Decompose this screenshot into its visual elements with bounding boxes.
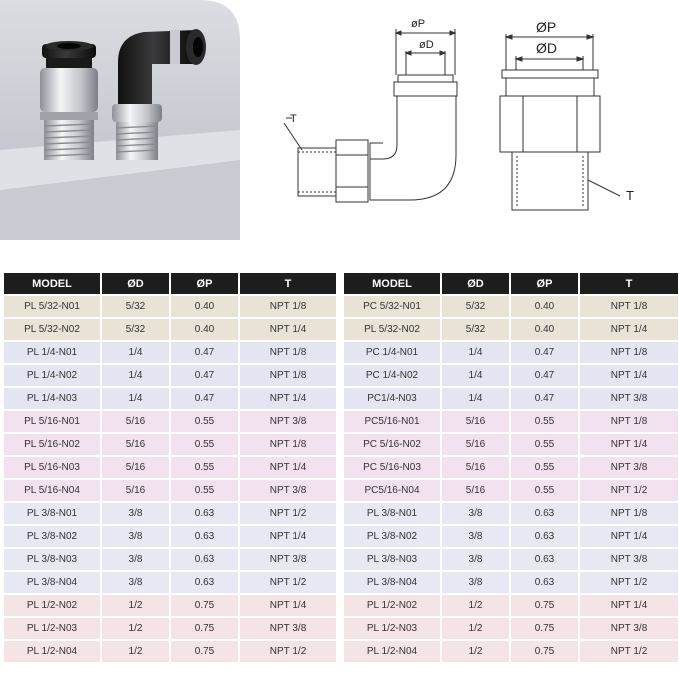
cell-t: NPT 3/8 — [580, 388, 678, 409]
cell-t: NPT 1/8 — [240, 434, 336, 455]
cell-model: PL 5/32-N02 — [344, 319, 440, 340]
cell-p: 0.63 — [171, 503, 238, 524]
cell-model: PC 1/4-N02 — [344, 365, 440, 386]
cell-t: NPT 1/4 — [240, 526, 336, 547]
spec-table-left — [2, 271, 338, 664]
spec-table-right — [342, 271, 679, 664]
cell-p: 0.63 — [511, 572, 578, 593]
table-row — [4, 595, 336, 616]
cell-p: 0.55 — [511, 480, 578, 501]
cell-d: 1/2 — [442, 595, 509, 616]
cell-d: 1/2 — [102, 595, 169, 616]
cell-t: NPT 1/8 — [240, 296, 336, 317]
cell-d: 1/4 — [102, 342, 169, 363]
product-photo — [0, 0, 240, 240]
table-row — [4, 411, 336, 432]
cell-d: 3/8 — [102, 503, 169, 524]
cell-p: 0.75 — [171, 595, 238, 616]
cell-p: 0.47 — [511, 342, 578, 363]
cell-model: PL 3/8-N02 — [4, 526, 100, 547]
straight-fitting-diagram — [490, 10, 650, 220]
cell-t: NPT 1/4 — [240, 388, 336, 409]
cell-t: NPT 1/2 — [580, 480, 678, 501]
cell-t: NPT 1/4 — [240, 319, 336, 340]
cell-p: 0.47 — [171, 342, 238, 363]
cell-p: 0.75 — [511, 595, 578, 616]
cell-p: 0.40 — [511, 319, 578, 340]
table-row — [4, 526, 336, 547]
cell-model: PL 3/8-N02 — [344, 526, 440, 547]
cell-p: 0.40 — [171, 319, 238, 340]
column-header-model: MODEL — [4, 273, 100, 294]
cell-t: NPT 1/4 — [580, 365, 678, 386]
table-header-row — [4, 273, 336, 294]
cell-p: 0.75 — [171, 641, 238, 662]
cell-t: NPT 3/8 — [240, 411, 336, 432]
cell-model: PL 1/2-N03 — [4, 618, 100, 639]
table-row — [344, 457, 678, 478]
cell-d: 3/8 — [442, 572, 509, 593]
cell-t: NPT 1/8 — [240, 365, 336, 386]
cell-model: PL 1/2-N02 — [344, 595, 440, 616]
cell-p: 0.47 — [511, 388, 578, 409]
column-header-d: ØD — [102, 273, 169, 294]
cell-t: NPT 1/2 — [240, 503, 336, 524]
column-header-p: ØP — [171, 273, 238, 294]
cell-t: NPT 1/2 — [240, 572, 336, 593]
cell-p: 0.55 — [171, 457, 238, 478]
cell-t: NPT 1/4 — [240, 595, 336, 616]
table-row — [4, 549, 336, 570]
cell-d: 5/32 — [442, 296, 509, 317]
cell-model: PL 5/16-N03 — [4, 457, 100, 478]
cell-d: 5/16 — [102, 434, 169, 455]
cell-t: NPT 1/8 — [240, 342, 336, 363]
column-header-d: ØD — [442, 273, 509, 294]
column-header-t: T — [580, 273, 678, 294]
cell-t: NPT 1/8 — [580, 342, 678, 363]
cell-d: 5/16 — [442, 411, 509, 432]
column-header-model: MODEL — [344, 273, 440, 294]
cell-d: 1/4 — [442, 365, 509, 386]
cell-t: NPT 1/4 — [240, 457, 336, 478]
table-row — [344, 342, 678, 363]
cell-model: PL 3/8-N04 — [344, 572, 440, 593]
cell-p: 0.55 — [511, 457, 578, 478]
column-header-t: T — [240, 273, 336, 294]
cell-model: PC5/16-N01 — [344, 411, 440, 432]
cell-d: 3/8 — [102, 549, 169, 570]
cell-model: PL 5/32-N02 — [4, 319, 100, 340]
cell-d: 3/8 — [102, 572, 169, 593]
cell-model: PL 1/2-N02 — [4, 595, 100, 616]
cell-p: 0.55 — [171, 434, 238, 455]
elbow-d-label: øD — [419, 39, 434, 51]
table-row — [344, 365, 678, 386]
table-row — [4, 342, 336, 363]
cell-p: 0.63 — [171, 572, 238, 593]
cell-p: 0.55 — [511, 434, 578, 455]
cell-d: 1/4 — [102, 388, 169, 409]
table-row — [4, 457, 336, 478]
cell-model: PL 1/2-N04 — [4, 641, 100, 662]
cell-model: PL 5/16-N04 — [4, 480, 100, 501]
cell-d: 1/2 — [102, 618, 169, 639]
cell-d: 5/16 — [442, 434, 509, 455]
cell-d: 1/4 — [442, 342, 509, 363]
column-header-p: ØP — [511, 273, 578, 294]
table-row — [344, 641, 678, 662]
cell-d: 1/2 — [442, 618, 509, 639]
table-row — [4, 618, 336, 639]
table-row — [4, 388, 336, 409]
cell-t: NPT 1/4 — [580, 319, 678, 340]
cell-p: 0.55 — [171, 411, 238, 432]
cell-p: 0.63 — [171, 549, 238, 570]
cell-d: 1/2 — [102, 641, 169, 662]
cell-d: 5/16 — [442, 480, 509, 501]
table-row — [344, 618, 678, 639]
cell-model: PL 1/4-N02 — [4, 365, 100, 386]
cell-t: NPT 1/8 — [580, 411, 678, 432]
cell-model: PL 5/16-N02 — [4, 434, 100, 455]
cell-model: PC 1/4-N01 — [344, 342, 440, 363]
cell-d: 5/16 — [102, 411, 169, 432]
cell-p: 0.47 — [171, 388, 238, 409]
table-row — [344, 526, 678, 547]
table-row — [4, 480, 336, 501]
cell-t: NPT 3/8 — [580, 618, 678, 639]
table-row — [4, 296, 336, 317]
table-row — [344, 480, 678, 501]
table-row — [344, 296, 678, 317]
cell-p: 0.63 — [511, 503, 578, 524]
cell-d: 5/32 — [102, 319, 169, 340]
elbow-fitting-diagram — [280, 15, 475, 215]
table-row — [4, 641, 336, 662]
cell-t: NPT 3/8 — [580, 457, 678, 478]
table-row — [344, 411, 678, 432]
table-row — [344, 503, 678, 524]
cell-d: 3/8 — [102, 526, 169, 547]
cell-d: 5/16 — [442, 457, 509, 478]
cell-t: NPT 3/8 — [240, 480, 336, 501]
cell-model: PL 1/4-N01 — [4, 342, 100, 363]
straight-t-label: T — [626, 188, 634, 203]
cell-model: PC 5/32-N01 — [344, 296, 440, 317]
cell-d: 5/32 — [102, 296, 169, 317]
cell-p: 0.55 — [511, 411, 578, 432]
straight-d-label: ØD — [536, 40, 557, 56]
cell-p: 0.40 — [171, 296, 238, 317]
cell-p: 0.47 — [511, 365, 578, 386]
cell-model: PC 5/16-N03 — [344, 457, 440, 478]
cell-model: PL 3/8-N03 — [344, 549, 440, 570]
elbow-p-label: øP — [411, 18, 426, 30]
cell-d: 1/4 — [442, 388, 509, 409]
cell-model: PL 5/32-N01 — [4, 296, 100, 317]
cell-model: PL 5/16-N01 — [4, 411, 100, 432]
cell-d: 3/8 — [442, 549, 509, 570]
cell-model: PL 3/8-N04 — [4, 572, 100, 593]
cell-d: 5/16 — [102, 480, 169, 501]
table-row — [344, 434, 678, 455]
cell-t: NPT 1/8 — [580, 296, 678, 317]
cell-p: 0.63 — [171, 526, 238, 547]
table-row — [344, 572, 678, 593]
cell-p: 0.40 — [511, 296, 578, 317]
cell-t: NPT 1/4 — [580, 526, 678, 547]
cell-d: 1/4 — [102, 365, 169, 386]
cell-t: NPT 1/2 — [580, 572, 678, 593]
cell-model: PC 5/16-N02 — [344, 434, 440, 455]
cell-d: 3/8 — [442, 526, 509, 547]
cell-t: NPT 1/2 — [240, 641, 336, 662]
table-row — [4, 319, 336, 340]
cell-model: PL 3/8-N01 — [4, 503, 100, 524]
cell-p: 0.75 — [511, 618, 578, 639]
cell-model: PL 1/4-N03 — [4, 388, 100, 409]
cell-model: PL 3/8-N03 — [4, 549, 100, 570]
table-row — [344, 549, 678, 570]
cell-model: PL 1/2-N03 — [344, 618, 440, 639]
cell-t: NPT 1/2 — [580, 641, 678, 662]
cell-p: 0.47 — [171, 365, 238, 386]
cell-model: PC5/16-N04 — [344, 480, 440, 501]
cell-p: 0.55 — [171, 480, 238, 501]
table-row — [344, 595, 678, 616]
cell-d: 1/2 — [442, 641, 509, 662]
cell-p: 0.75 — [511, 641, 578, 662]
cell-p: 0.63 — [511, 526, 578, 547]
cell-d: 5/16 — [102, 457, 169, 478]
cell-d: 3/8 — [442, 503, 509, 524]
cell-t: NPT 1/8 — [580, 503, 678, 524]
cell-d: 5/32 — [442, 319, 509, 340]
cell-model: PC1/4-N03 — [344, 388, 440, 409]
cell-model: PL 1/2-N04 — [344, 641, 440, 662]
table-row — [4, 572, 336, 593]
cell-t: NPT 1/4 — [580, 434, 678, 455]
straight-p-label: ØP — [536, 19, 557, 35]
elbow-t-label: T — [290, 113, 297, 125]
cell-model: PL 3/8-N01 — [344, 503, 440, 524]
cell-t: NPT 1/4 — [580, 595, 678, 616]
table-row — [4, 365, 336, 386]
cell-p: 0.63 — [511, 549, 578, 570]
table-row — [4, 503, 336, 524]
table-header-row — [344, 273, 678, 294]
table-row — [344, 319, 678, 340]
cell-t: NPT 3/8 — [240, 618, 336, 639]
cell-t: NPT 3/8 — [240, 549, 336, 570]
straight-fitting-photo — [40, 41, 98, 160]
table-row — [344, 388, 678, 409]
cell-t: NPT 3/8 — [580, 549, 678, 570]
table-row — [4, 434, 336, 455]
cell-p: 0.75 — [171, 618, 238, 639]
